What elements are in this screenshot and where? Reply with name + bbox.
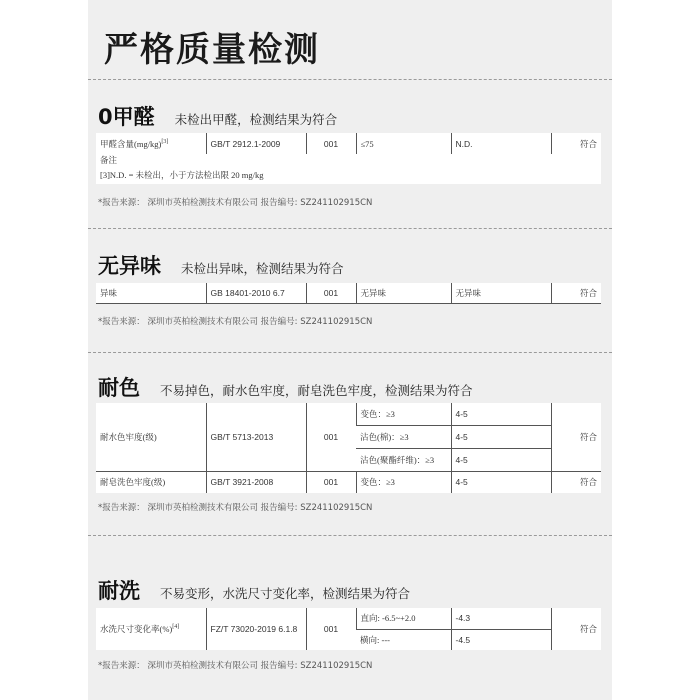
item-cell: 水洗尺寸变化率(%)[4] <box>100 624 180 634</box>
verdict-cell: 符合 <box>551 283 601 303</box>
sample-cell: 001 <box>306 403 356 471</box>
section-description: 不易掉色，耐水色牢度，耐皂洗色牢度，检测结果为符合 <box>160 383 473 398</box>
verdict-cell: 符合 <box>551 403 601 471</box>
report-source: *报告来源： 深圳市英柏检测技术有限公司 报告编号: SZ241102915CN <box>98 661 373 671</box>
report-page <box>88 0 612 700</box>
requirement-cell: 沾色(棉)：≥3 <box>356 425 451 448</box>
result-cell: -4.3 <box>451 608 551 629</box>
standard-cell: GB 18401-2010 6.7 <box>206 283 306 303</box>
table-row <box>96 283 601 303</box>
standard-cell: GB/T 3921-2008 <box>206 471 306 493</box>
colorfastness-table <box>96 403 601 493</box>
sample-cell: 001 <box>306 133 356 154</box>
standard-cell: GB/T 2912.1-2009 <box>206 133 306 154</box>
table-row <box>96 133 601 154</box>
section-odor-header <box>98 250 344 280</box>
sample-cell: 001 <box>306 283 356 303</box>
sample-cell: 001 <box>306 608 356 650</box>
divider <box>88 228 612 229</box>
note-text: [3]N.D. = 未检出，小于方法检出限 20 mg/kg <box>100 170 264 180</box>
divider <box>88 535 612 536</box>
item-cell: 耐水色牢度(级) <box>100 431 157 442</box>
result-cell: 4-5 <box>451 403 551 425</box>
odor-table <box>96 283 601 304</box>
report-source: *报告来源： 深圳市英柏检测技术有限公司 报告编号: SZ241102915CN <box>98 198 373 208</box>
section-washing-header <box>98 575 410 605</box>
section-colorfastness-header <box>98 372 473 402</box>
section-title: 耐色 <box>98 376 140 400</box>
table-row <box>96 403 601 425</box>
verdict-cell: 符合 <box>551 133 601 154</box>
section-description: 未检出异味，检测结果为符合 <box>181 261 344 276</box>
requirement-cell: 直向: -6.5~+2.0 <box>356 608 451 629</box>
item-cell: 甲醛含量(mg/kg)[3] <box>100 138 169 149</box>
standard-cell: FZ/T 73020-2019 6.1.8 <box>206 608 306 650</box>
requirement-cell: 横向: --- <box>356 629 451 650</box>
result-cell: 4-5 <box>451 425 551 448</box>
divider <box>88 79 612 80</box>
divider <box>88 352 612 353</box>
section-title: 耐洗 <box>98 579 140 603</box>
requirement-cell: 沾色(聚酯纤维)：≥3 <box>356 448 451 471</box>
note-label-row <box>96 154 601 166</box>
report-source: *报告来源： 深圳市英柏检测技术有限公司 报告编号: SZ241102915CN <box>98 317 373 327</box>
standard-cell: GB/T 5713-2013 <box>206 403 306 471</box>
requirement-cell: 变色：≥3 <box>356 471 451 493</box>
requirement-cell: ≤75 <box>356 133 451 154</box>
washing-table <box>96 608 601 650</box>
result-cell: 4-5 <box>451 448 551 471</box>
page-title: 严格质量检测 <box>104 30 320 70</box>
item-cell: 耐皂洗色牢度(级) <box>96 471 206 493</box>
table-row <box>96 471 601 493</box>
requirement-cell: 无异味 <box>356 283 451 303</box>
requirement-cell: 变色：≥3 <box>356 403 451 425</box>
result-cell: 4-5 <box>451 471 551 493</box>
section-title: 无异味 <box>98 254 161 278</box>
section-title: 0甲醛 <box>98 105 155 129</box>
note-label: 备注 <box>100 155 118 165</box>
verdict-cell: 符合 <box>551 608 601 650</box>
verdict-cell: 符合 <box>551 471 601 493</box>
result-cell: N.D. <box>451 133 551 154</box>
sample-cell: 001 <box>306 471 356 493</box>
section-description: 未检出甲醛，检测结果为符合 <box>174 112 338 127</box>
result-cell: 无异味 <box>451 283 551 303</box>
section-description: 不易变形，水洗尺寸变化率，检测结果为符合 <box>160 586 411 601</box>
result-cell: -4.5 <box>451 629 551 650</box>
section-formaldehyde-header <box>98 101 337 131</box>
note-text-row <box>96 166 601 184</box>
report-source: *报告来源： 深圳市英柏检测技术有限公司 报告编号: SZ241102915CN <box>98 503 373 513</box>
item-cell: 异味 <box>100 287 118 298</box>
formaldehyde-table <box>96 133 601 184</box>
table-row <box>96 608 601 629</box>
